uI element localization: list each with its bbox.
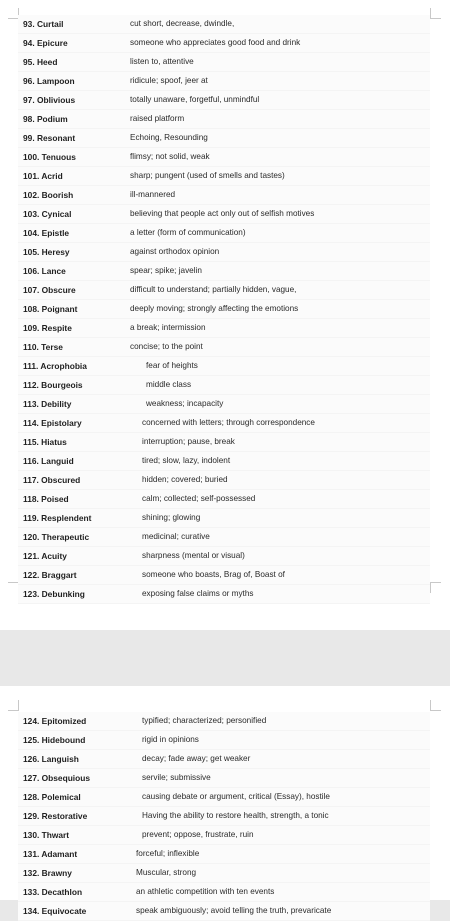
vocab-term: 110. Terse [23,342,63,352]
vocab-definition: causing debate or argument, critical (Essay), hostile [142,792,330,801]
table-row [18,319,430,338]
table-row [18,414,430,433]
vocab-definition: shining; glowing [142,513,201,522]
vocab-term: 104. Epistle [23,228,70,238]
page-corner-mark [430,582,441,593]
vocab-term: 131. Adamant [23,849,78,859]
vocab-term: 105. Heresy [23,247,70,257]
vocab-definition: difficult to understand; partially hidden, vague, [130,285,297,294]
vocab-term: 119. Resplendent [23,513,92,523]
table-row [18,864,430,883]
vocab-definition: a letter (form of communication) [130,228,246,237]
vocab-definition: spear; spike; javelin [130,266,202,275]
vocab-term: 99. Resonant [23,133,76,143]
vocab-definition: an athletic competition with ten events [136,887,275,896]
vocab-term: 113. Debility [23,399,72,409]
vocab-term: 127. Obsequious [23,773,91,783]
vocab-definition: interruption; pause, break [142,437,235,446]
page-gap [0,630,450,686]
vocab-term: 123. Debunking [23,589,85,599]
table-row [18,433,430,452]
vocab-term: 125. Hidebound [23,735,86,745]
table-row [18,490,430,509]
vocab-term: 111. Acrophobia [23,361,87,371]
vocab-definition: totally unaware, forgetful, unmindful [130,95,260,104]
vocab-definition: weakness; incapacity [146,399,224,408]
vocab-definition: ill-mannered [130,190,176,199]
vocab-definition: medicinal; curative [142,532,210,541]
table-row [18,712,430,731]
vocab-definition: middle class [146,380,192,389]
table-row [18,731,430,750]
vocab-term: 120. Therapeutic [23,532,90,542]
vocab-definition: forceful; inflexible [136,849,200,858]
table-row [18,376,430,395]
vocab-definition: a break; intermission [130,323,206,332]
vocab-term: 102. Boorish [23,190,74,200]
table-row [18,186,430,205]
table-row [18,509,430,528]
vocab-term: 95. Heed [23,57,58,67]
vocab-term: 97. Oblivious [23,95,76,105]
table-row [18,243,430,262]
table-row [18,357,430,376]
table-row [18,72,430,91]
vocab-term: 132. Brawny [23,868,72,878]
vocab-term: 107. Obscure [23,285,76,295]
table-row [18,34,430,53]
vocab-definition: decay; fade away; get weaker [142,754,251,763]
table-row [18,110,430,129]
vocab-definition: hidden; covered; buried [142,475,228,484]
table-row [18,845,430,864]
vocab-definition: someone who appreciates good food and drink [130,38,301,47]
vocab-term: 93. Curtail [23,19,64,29]
vocab-term: 118. Poised [23,494,69,504]
table-row [18,566,430,585]
vocabulary-table [18,712,430,921]
table-row [18,91,430,110]
vocab-term: 101. Acrid [23,171,63,181]
vocab-definition: calm; collected; self-possessed [142,494,256,503]
table-row [18,338,430,357]
vocab-term: 94. Epicure [23,38,68,48]
table-row [18,148,430,167]
vocabulary-table [18,15,430,604]
vocab-definition: ridicule; spoof, jeer at [130,76,208,85]
vocab-term: 108. Poignant [23,304,78,314]
vocab-definition: tired; slow, lazy, indolent [142,456,231,465]
vocab-term: 116. Languid [23,456,74,466]
vocab-definition: listen to, attentive [130,57,194,66]
vocab-term: 109. Respite [23,323,72,333]
table-row [18,750,430,769]
table-row [18,788,430,807]
table-row [18,769,430,788]
vocab-definition: Echoing, Resounding [130,133,208,142]
vocab-term: 130. Thwart [23,830,70,840]
vocab-term: 115. Hiatus [23,437,67,447]
vocab-definition: servile; submissive [142,773,211,782]
vocab-definition: sharp; pungent (used of smells and tastes) [130,171,285,180]
vocab-definition: raised platform [130,114,185,123]
vocab-term: 103. Cynical [23,209,72,219]
table-row [18,883,430,902]
table-row [18,15,430,34]
vocab-term: 126. Languish [23,754,79,764]
table-row [18,167,430,186]
vocab-definition: believing that people act only out of selfish motives [130,209,315,218]
vocab-term: 106. Lance [23,266,66,276]
vocab-term: 133. Decathlon [23,887,83,897]
table-row [18,300,430,319]
vocab-term: 98. Podium [23,114,68,124]
vocab-definition: flimsy; not solid, weak [130,152,210,161]
vocab-term: 128. Polemical [23,792,81,802]
vocab-term: 96. Lampoon [23,76,75,86]
table-row [18,528,430,547]
table-row [18,826,430,845]
vocab-definition: Having the ability to restore health, strength, a tonic [142,811,329,820]
table-row [18,902,430,921]
vocab-term: 114. Epistolary [23,418,82,428]
vocab-definition: rigid in opinions [142,735,199,744]
vocab-term: 122. Braggart [23,570,77,580]
table-row [18,547,430,566]
vocab-definition: sharpness (mental or visual) [142,551,245,560]
table-row [18,471,430,490]
vocab-term: 121. Acuity [23,551,67,561]
vocab-definition: typified; characterized; personified [142,716,267,725]
page-corner-mark [8,700,19,711]
table-row [18,452,430,471]
page-corner-mark [430,700,441,711]
vocab-term: 129. Restorative [23,811,88,821]
table-row [18,205,430,224]
vocab-definition: fear of heights [146,361,198,370]
vocab-term: 124. Epitomized [23,716,87,726]
table-row [18,807,430,826]
page-corner-mark [430,8,441,19]
table-row [18,224,430,243]
vocab-definition: prevent; oppose, frustrate, ruin [142,830,254,839]
vocab-definition: someone who boasts, Brag of, Boast of [142,570,285,579]
vocab-term: 117. Obscured [23,475,81,485]
vocab-definition: Muscular, strong [136,868,197,877]
vocab-definition: deeply moving; strongly affecting the emotions [130,304,299,313]
vocab-term: 100. Tenuous [23,152,76,162]
vocab-definition: concerned with letters; through correspondence [142,418,315,427]
vocab-definition: against orthodox opinion [130,247,220,256]
vocab-term: 134. Equivocate [23,906,87,916]
table-row [18,281,430,300]
table-row [18,129,430,148]
table-row [18,395,430,414]
vocab-definition: concise; to the point [130,342,203,351]
document-page-2 [0,686,450,916]
vocab-term: 112. Bourgeois [23,380,83,390]
table-row [18,53,430,72]
table-row [18,262,430,281]
table-row [18,585,430,604]
vocab-definition: exposing false claims or myths [142,589,254,598]
vocab-definition: cut short, decrease, dwindle, [130,19,235,28]
vocab-definition: speak ambiguously; avoid telling the truth, prevaricate [136,906,332,915]
